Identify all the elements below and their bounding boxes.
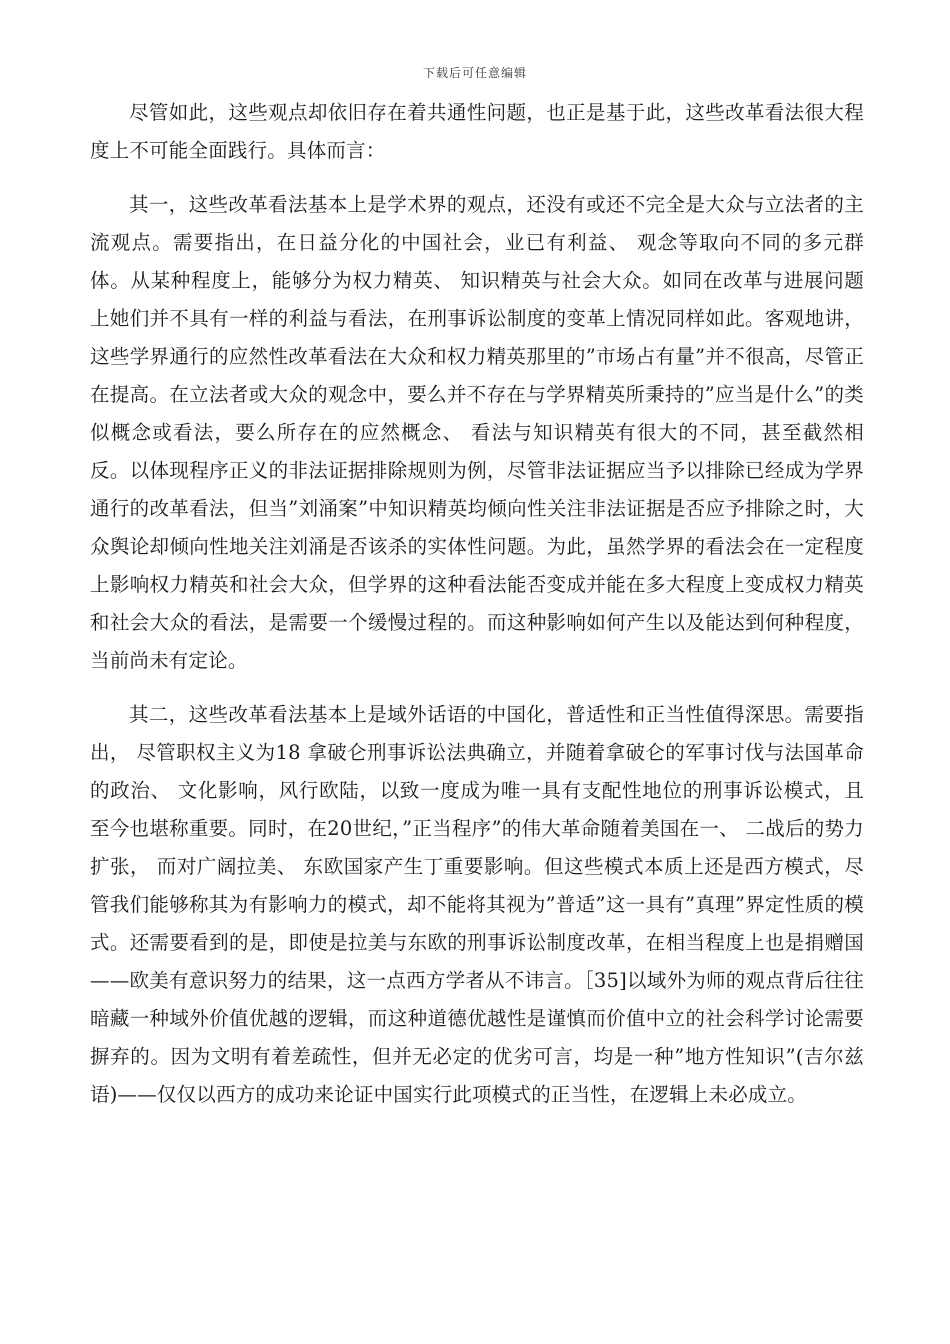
header-note: 下载后可任意编辑 (422, 66, 527, 80)
paragraph-2: 其一，这些改革看法基本上是学术界的观点，还没有或还不完全是大众与立法者的主流观点。需要指出，在日益分化的中国社会，业已有利益、 观念等取向不同的多元群体。从某种程度上，能够分为权力精英、 知识精英与社会大众。如同在改革与进展问题上她们并不具有一样的利益与看法，在刑事诉讼制度的变革上情况同样如此。客观地讲，这些学界通行的应然性改革看法在大众和权力精英那里的”市场占有量”并不很高，尽管正在提高。在立法者或大众的观念中，要么并不存在与学界精英所秉持的”应当是什么”的类似概念或看法，要么所存在的应然概念、 看法与知识精英有很大的不同，甚至截然相反。以体现程序正义的非法证据排除规则为例，尽管非法证据应当予以排除已经成为学界通行的改革看法，但当”刘涌案”中知识精英均倾向性关注非法证据是否应予排除之时，大众舆论却倾向性地关注刘涌是否该杀的实体性问题。为此，虽然学界的看法会在一定程度上影响权力精英和社会大众，但学界的这种看法能否变成并能在多大程度上变成权力精英和社会大众的看法，是需要一个缓慢过程的。而这种影响如何产生以及能达到何种程度，当前尚未有定论。 (90, 193, 864, 672)
paragraph-3: 其二，这些改革看法基本上是域外话语的中国化，普适性和正当性值得深思。需要指出， 尽管职权主义为18 拿破仑刑事诉讼法典确立，并随着拿破仑的军事讨伐与法国革命的政治、 文化影响，风行欧陆，以致一度成为唯一具有支配性地位的刑事诉讼模式，且至今也堪称重要。同时，在20世纪，”正当程序”的伟大革命随着美国在一、 二战后的势力扩张， 而对广阔拉美、 东欧国家产生丁重要影响。但这些模式本质上还是西方模式，尽管我们能够称其为有影响力的模式，却不能将其视为”普适”这一具有”真理”界定性质的模式。还需要看到的是，即使是拉美与东欧的刑事诉讼制度改革，在相当程度上也是捐赠国——欧美有意识努力的结果，这一点西方学者从不讳言。［35]以域外为师的观点背后往往暗藏一种域外价值优越的逻辑，而这种道德优越性是谨慎而价值中立的社会科学讨论需要摒弃的。因为文明有着差疏性，但并无必定的优劣可言，均是一种”地方性知识”(吉尔兹语)——仅仅以西方的成功来论证中国实行此项模式的正当性，在逻辑上未必成立。 (90, 703, 864, 1106)
paragraph-1: 尽管如此，这些观点却依旧存在着共通性问题，也正是基于此，这些改革看法很大程度上不可能全面践行。具体而言： (90, 101, 864, 162)
document-body (90, 94, 864, 1114)
